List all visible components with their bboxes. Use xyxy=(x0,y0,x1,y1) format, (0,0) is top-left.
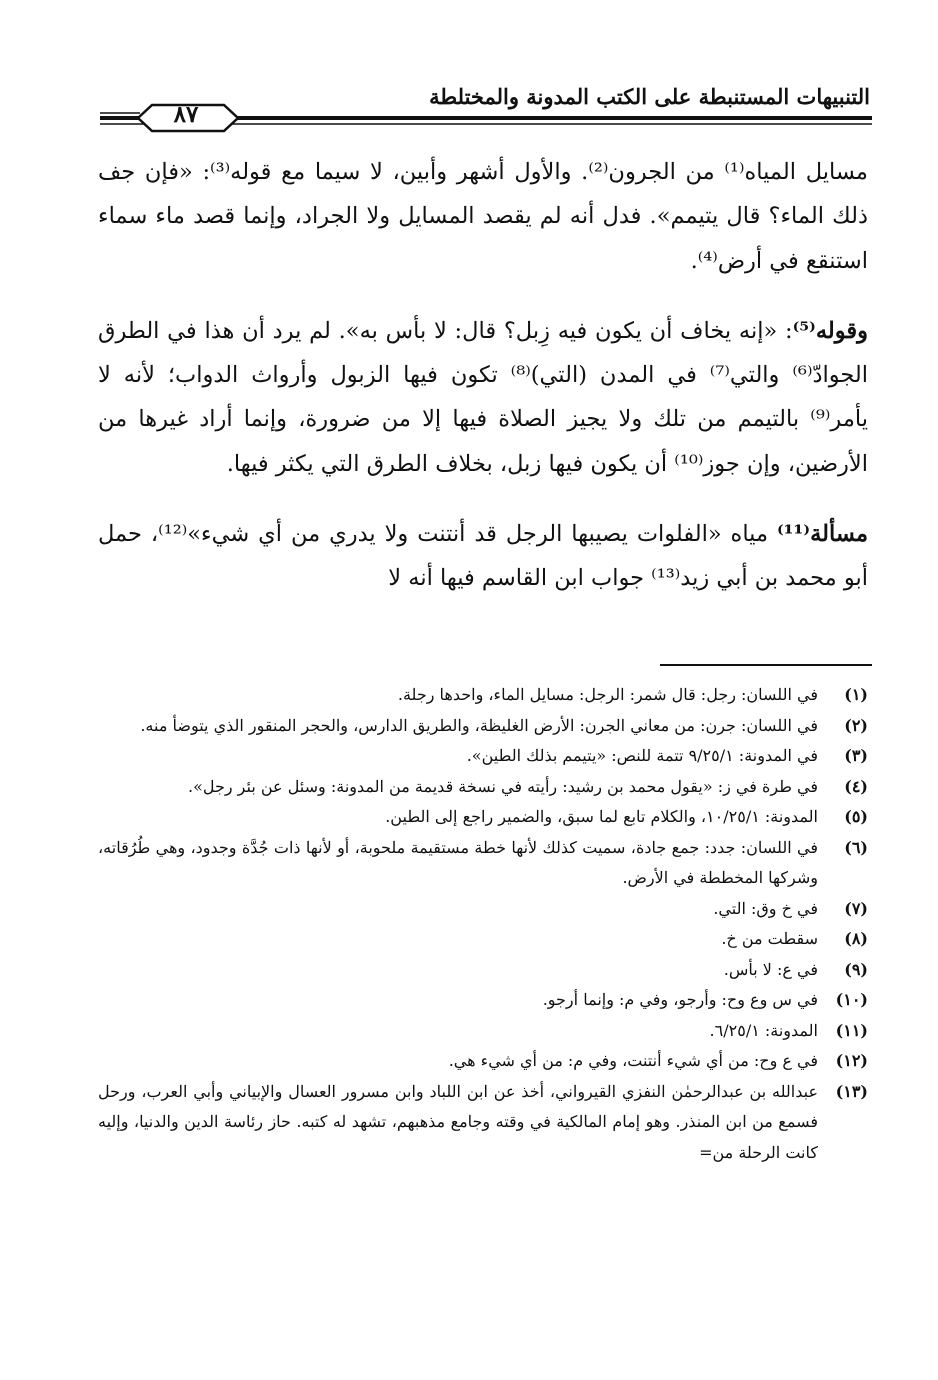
footnote-number: (٧) xyxy=(844,898,868,918)
paragraph-3-lead: مسألة⁽¹¹⁾ xyxy=(776,521,868,548)
footnote-text: في خ وق: التي. xyxy=(713,898,818,918)
paragraph-2-text: : «إنه يخاف أن يكون فيه زِبل؟ قال: لا بأس به». لم يرد أن هذا في الطرق الجوادّ⁽⁶⁾ والتي⁽⁷⁾ في المدن (التي)⁽⁸⁾ تكون فيها الزبول وأرواث الدواب؛ لأنه لا يأمر⁽⁹⁾ بالتيمم من تلك ولا يجيز الصلاة فيها إلا من ضرورة، وإنما أراد غيرها من الأرضين، وإن جوز⁽¹⁰⁾ أن يكون فيها زبل، بخلاف الطرق التي يكثر فيها. xyxy=(98,317,868,477)
footnote-number: (١٢) xyxy=(835,1051,868,1070)
footnote xyxy=(98,1016,868,1047)
paragraph-3 xyxy=(98,512,868,601)
footnote xyxy=(98,1077,868,1169)
footnote xyxy=(98,711,868,742)
footnote-text: المدونة: ١٠/٢٥/١، والكلام تابع لما سبق، والضمير راجع إلى الطين. xyxy=(385,807,818,826)
footnote-number: (٦) xyxy=(844,837,868,857)
footnote-text: في اللسان: جرن: من معاني الجرن: الأرض الغليظة، والطريق الدارس، والحجر المنقور الذي يتوضأ منه. xyxy=(140,715,818,735)
footnote-number: (٩) xyxy=(844,959,868,979)
footnote xyxy=(98,1046,868,1077)
footnote-text: سقطت من خ. xyxy=(721,929,818,948)
footnote xyxy=(98,772,868,803)
footnote-number: (١١) xyxy=(835,1020,868,1040)
paragraph-2-lead: وقوله⁽⁵⁾ xyxy=(792,317,868,344)
paragraph-2 xyxy=(98,309,868,486)
footnote-number: (١٣) xyxy=(835,1081,868,1101)
footnote-text: في اللسان: رجل: قال شمر: الرجل: مسايل الماء، واحدها رجلة. xyxy=(397,685,818,704)
footnote-text: في طرة في ز: «يقول محمد بن رشيد: رأيته في نسخة قديمة من المدونة: وسئل عن بئر رجل». xyxy=(187,776,818,796)
footnote-number: (١) xyxy=(844,685,868,704)
footnote-text: عبدالله بن عبدالرحمٰن النفزي القيرواني، أخذ عن ابن اللباد وابن مسرور العسال والإبياني وأبي العرب، ورحل فسمع من ابن المنذر. وهو إمام المالكية في وقته وجامع مذهبهم، تشهد له كتبه. حاز رئاسة الدين والدنيا، وإليه كانت الرحلة من= xyxy=(98,1081,818,1162)
paragraph-1: مسايل المياه⁽¹⁾ من الجرون⁽²⁾. والأول أشهر وأبين، لا سيما مع قوله⁽³⁾: «فإن جف ذلك الماء؟ قال يتيمم». فدل أنه لم يقصد المسايل ولا الجراد، وإنما قصد ماء سماء استنقع في أرض⁽⁴⁾. xyxy=(98,159,868,274)
footnote xyxy=(98,955,868,986)
footnote-text: في ع: لا بأس. xyxy=(723,959,818,979)
footnote xyxy=(98,741,868,772)
footnote-text: في س وع وح: وأرجو، وفي م: وإنما أرجو. xyxy=(542,990,818,1009)
footnote-text: في المدونة: ٩/٢٥/١ تتمة للنص: «يتيمم بذلك الطين». xyxy=(466,746,818,765)
main-text xyxy=(98,150,868,627)
footnote-text: في اللسان: جدد: جمع جادة، سميت كذلك لأنها خطة مستقيمة ملحوبة، أو لأنها ذات جُدَّة وجدود، وهي طُرُقاته، وشركها المخططة في الأرض. xyxy=(98,837,818,887)
footnote-divider xyxy=(660,664,872,666)
footnote xyxy=(98,680,868,711)
page-number: ٨٧ xyxy=(173,101,199,128)
footnote xyxy=(98,894,868,925)
footnote-number: (٨) xyxy=(844,929,868,948)
footnote-text: في ع وح: من أي شيء أنتنت، وفي م: من أي شيء هي. xyxy=(448,1051,818,1070)
footnote-number: (٤) xyxy=(844,776,868,796)
footnote-number: (١٠) xyxy=(835,990,868,1009)
footnote-text: المدونة: ٦/٢٥/١. xyxy=(709,1020,818,1040)
footnote-number: (٥) xyxy=(844,807,868,826)
footnote xyxy=(98,833,868,894)
running-header-title: التنبيهات المستنبطة على الكتب المدونة والمختلطة xyxy=(429,84,870,109)
footnote xyxy=(98,802,868,833)
footnote-number: (٢) xyxy=(844,715,868,735)
footnote xyxy=(98,924,868,955)
footnotes xyxy=(98,680,868,1168)
footnote-number: (٣) xyxy=(844,746,868,765)
paragraph-3-text: مياه «الفلوات يصيبها الرجل قد أنتنت ولا يدري من أي شيء»⁽¹²⁾، حمل أبو محمد بن أبي زيد⁽¹³⁾ جواب ابن القاسم فيها أنه لا xyxy=(98,521,868,592)
footnote xyxy=(98,985,868,1016)
